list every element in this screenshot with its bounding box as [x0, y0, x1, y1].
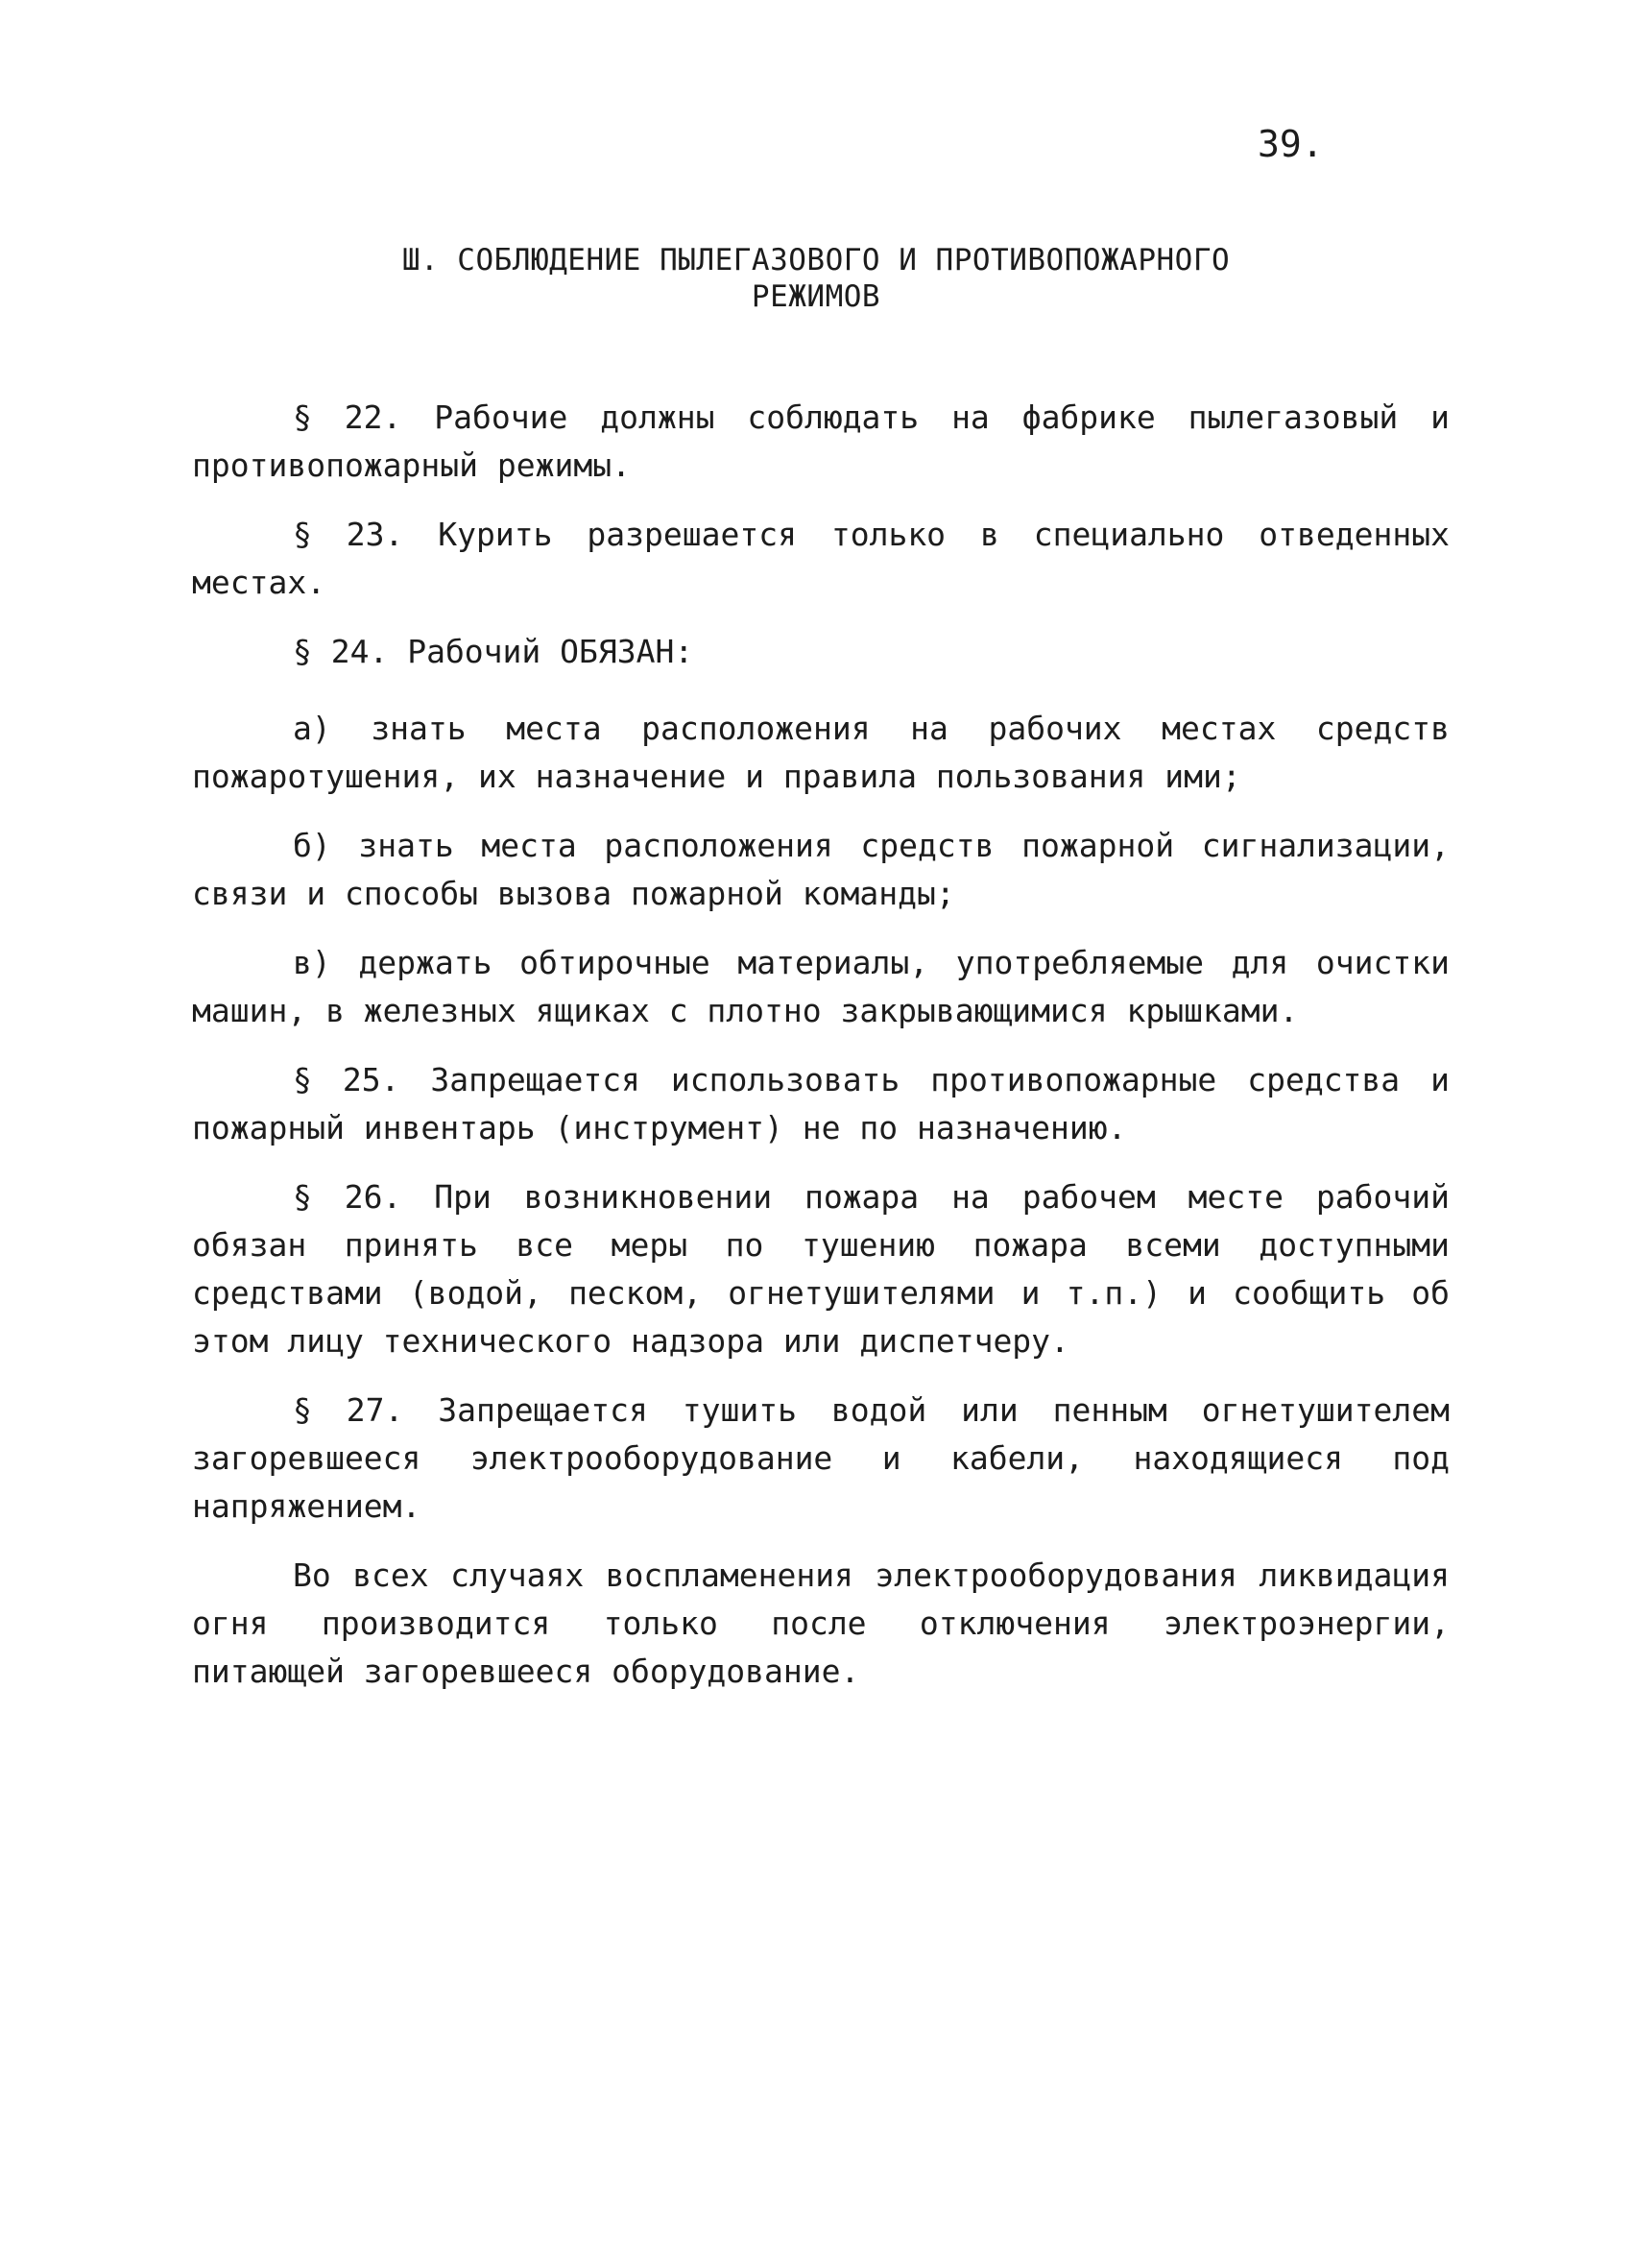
- list-item-b: б) знать места расположения средств пожарной сигнализации, связи и способы вызова пожарной команды;: [192, 827, 1450, 912]
- list-item-a: а) знать места расположения на рабочих местах средств пожаротушения, их назначение и правила пользования ими;: [192, 710, 1450, 795]
- paragraph-24: § 24. Рабочий ОБЯЗАН:: [293, 633, 694, 670]
- paragraph-27: § 27. Запрещается тушить водой или пенным огнетушителем загоревшееся электрооборудование и кабели, находящиеся под напряжением.: [192, 1391, 1450, 1525]
- paragraph-closing: Во всех случаях воспламенения электрооборудования ликвидация огня производится только после отключения электроэнергии, питающей загоревшееся оборудование.: [192, 1556, 1450, 1690]
- paragraph-26: § 26. При возникновении пожара на рабочем месте рабочий обязан принять все меры по тушению пожара всеми доступными средствами (водой, песком, огнетушителями и т.п.) и сообщить об этом лицу технического надзора или диспетчеру.: [192, 1178, 1450, 1360]
- section-title-line-1: Ш. СОБЛЮДЕНИЕ ПЫЛЕГАЗОВОГО И ПРОТИВОПОЖАРНОГО: [401, 243, 1231, 277]
- paragraph-23: § 23. Курить разрешается только в специально отведенных местах.: [192, 516, 1450, 601]
- body-text: [192, 394, 1450, 1717]
- section-title-line-2: РЕЖИМОВ: [751, 279, 881, 314]
- paragraph-25: § 25. Запрещается использовать противопожарные средства и пожарный инвентарь (инструмент) не по назначению.: [192, 1061, 1450, 1146]
- section-title: [192, 242, 1440, 315]
- list-item-v: в) держать обтирочные материалы, употребляемые для очистки машин, в железных ящиках с плотно закрывающимися крышками.: [192, 944, 1450, 1029]
- paragraph-22: § 22. Рабочие должны соблюдать на фабрике пылегазовый и противопожарный режимы.: [192, 398, 1450, 484]
- page-number: 39.: [1258, 123, 1324, 165]
